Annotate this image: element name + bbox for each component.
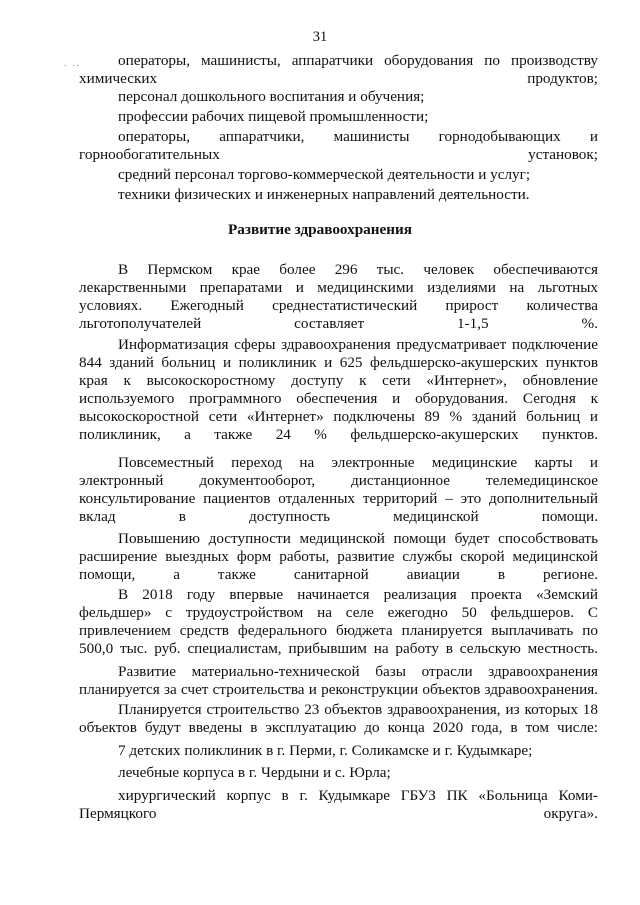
list-item: персонал дошкольного воспитания и обучения; [118, 88, 425, 105]
section-heading: Развитие здравоохранения [228, 221, 412, 238]
list-item: операторы, машинисты, аппаратчики оборудования по производству химических продуктов; [79, 52, 598, 87]
page-number: 31 [312, 29, 328, 45]
paragraph: Развитие материально-технической базы отрасли здравоохранения планируется за счет строительства и реконструкции объектов здравоохранения. [79, 663, 598, 698]
list-item: лечебные корпуса в г. Чердыни и с. Юрла; [118, 764, 391, 781]
paragraph: Информатизация сферы здравоохранения предусматривает подключение 844 зданий больниц и поликлиник и 625 фельдшерско-акушерских пунктов края к высокоскоростному доступу к сети «Интернет», обновление используемого программного обеспечения и оборудования. Сегодня к высокоскоростной сети «Интернет» подключены 89 % зданий больниц и поликлиник, а также 24 % фельдшерско-акушерских пунктов. [79, 336, 598, 443]
list-item: операторы, аппаратчики, машинисты горнодобывающих и горнообогатительных установок; [79, 128, 598, 163]
paragraph: Планируется строительство 23 объектов здравоохранения, из которых 18 объектов будут введены в эксплуатацию до конца 2020 года, в том числе: [79, 701, 598, 736]
paragraph: В 2018 году впервые начинается реализация проекта «Земский фельдшер» с трудоустройством на селе ежегодно 50 фельдшеров. С привлечением средств федерального бюджета планируется выплачивать по 500,0 тыс. руб. специалистам, прибывшим на работу в сельскую местность. [79, 586, 598, 657]
list-item: профессии рабочих пищевой промышленности; [118, 108, 429, 125]
paragraph: Повсеместный переход на электронные медицинские карты и электронный документооборот, дистанционное телемедицинское консультирование пациентов отдаленных территорий – это дополнительный вклад в доступность медицинской помощи. [79, 454, 598, 525]
list-item: 7 детских поликлиник в г. Перми, г. Соликамске и г. Кудымкаре; [118, 742, 533, 759]
margin-mark: . .. [64, 58, 81, 68]
paragraph: Повышению доступности медицинской помощи будет способствовать расширение выездных форм работы, развитие службы скорой медицинской помощи, а также санитарной авиации в регионе. [79, 530, 598, 583]
list-item: хирургический корпус в г. Кудымкаре ГБУЗ ПК «Больница Коми-Пермяцкого округа». [79, 787, 598, 822]
list-item: техники физических и инженерных направлений деятельности. [118, 186, 530, 203]
list-item: средний персонал торгово-коммерческой деятельности и услуг; [118, 166, 531, 183]
paragraph: В Пермском крае более 296 тыс. человек обеспечиваются лекарственными препаратами и медицинскими изделиями на льготных условиях. Ежегодный среднестатистический прирост количества льготополучателей составляет 1-1,5 %. [79, 261, 598, 332]
